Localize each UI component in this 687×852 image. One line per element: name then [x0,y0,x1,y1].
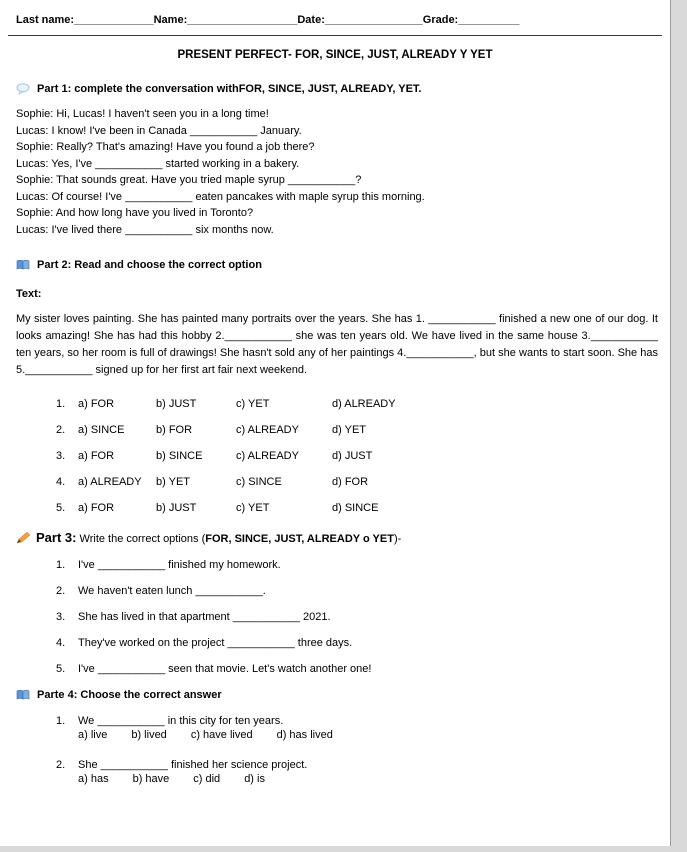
mcq-row [56,502,670,514]
item-number: 4. [56,637,66,649]
answer-option-a: a) has [78,773,109,785]
mcq-option-d: d) ALREADY [332,398,396,410]
field-blank: ________________ [324,14,423,26]
conversation-line: Lucas: Yes, I've ___________ started working in a bakery. [16,157,300,170]
item-text: I've ___________ seen that movie. Let's watch another one! [78,663,372,675]
part2-heading-text: Part 2: Read and choose the correct option [37,259,262,271]
conversation [16,106,654,238]
header-field-name [154,14,298,26]
mcq-option-b: b) JUST [156,398,197,410]
field-label: Name: [153,14,188,26]
field-label: Date: [297,14,325,26]
part3-heading [16,530,670,545]
fill-in-item [56,611,670,623]
open-book-icon [16,689,30,701]
part4-heading-text: Parte 4: Choose the correct answer [37,689,222,701]
mcq-row [56,476,670,488]
pencil-icon [16,531,31,544]
question-stem: She ___________ finished her science project. [78,759,308,771]
item-number: 1. [56,559,66,571]
field-label: Grade: [422,14,459,26]
page-title: PRESENT PERFECT- FOR, SINCE, JUST, ALREADY Y YET [177,49,493,61]
item-text: They've worked on the project ___________ three days. [78,637,353,649]
answer-option-b: b) have [132,773,170,785]
mcq-option-a: a) FOR [78,450,115,462]
item-number: 3. [56,611,66,623]
field-blank: _____________ [74,14,154,26]
item-text: She has lived in that apartment ___________ 2021. [78,611,331,623]
field-blank: __________ [458,14,520,26]
question-number: 1. [56,398,66,410]
answer-option-b: b) lived [131,729,167,741]
open-book-icon [16,259,30,271]
mcq-option-a: a) ALREADY [78,476,142,488]
part4-question [56,715,670,741]
mcq-option-a: a) FOR [78,502,115,514]
reading-paragraph: My sister loves painting. She has painted many portraits over the years. She has 1. ___________ finished a new one of our dog. It looks amazing! She has had this hobby 2.___________ she was ten years old. We have lived in the same house 3.___________ ten years, so her room is full of drawings! She hasn't sold any of her paintings 4.___________, but she wants to start soon. She has 5.___________ signed up for her first art fair next weekend. [16,313,658,376]
question-number: 2. [56,424,66,436]
header-field-date [297,14,422,26]
mcq-option-b: b) YET [156,476,191,488]
speech-bubble-icon [16,83,30,95]
header-fields [8,14,662,36]
fill-in-item [56,637,670,649]
part3-heading-tail: )- [393,533,402,545]
question-number: 1. [56,715,66,727]
answer-option-d: d) has lived [276,729,333,741]
part3-label: Part 3: [36,530,77,545]
mcq-option-b: b) FOR [156,424,193,436]
field-blank: __________________ [187,14,298,26]
item-number: 5. [56,663,66,675]
answer-option-a: a) live [78,729,108,741]
conversation-line: Lucas: I've lived there ___________ six months now. [16,223,274,236]
item-text: I've ___________ finished my homework. [78,559,281,571]
mcq-option-c: c) SINCE [236,476,282,488]
mcq-option-b: b) JUST [156,502,197,514]
part3-instruction: Write the correct options ( [76,533,206,545]
mcq-option-c: c) YET [236,502,270,514]
question-number: 4. [56,476,66,488]
conversation-line: Sophie: That sounds great. Have you tried maple syrup ___________? [16,174,362,186]
item-text: We haven't eaten lunch ___________. [78,585,266,597]
part3-heading-text [36,530,401,545]
header-field-lastname [16,14,154,26]
answer-options [78,773,670,785]
part4-heading [16,689,670,701]
mcq-option-c: c) ALREADY [236,424,299,436]
fill-in-item [56,585,670,597]
mcq-option-d: d) YET [332,424,367,436]
conversation-line: Lucas: Of course! I've ___________ eaten pancakes with maple syrup this morning. [16,190,425,203]
part3-options-list: FOR, SINCE, JUST, ALREADY o YET [205,533,394,545]
mcq-option-d: d) JUST [332,450,373,462]
text-label: Text: [16,288,42,300]
mcq-option-b: b) SINCE [156,450,203,462]
question-number: 2. [56,759,66,771]
mcq-option-a: a) SINCE [78,424,125,436]
mcq-option-c: c) YET [236,398,270,410]
question-number: 3. [56,450,66,462]
mcq-row [56,398,670,410]
mcq-option-c: c) ALREADY [236,450,299,462]
conversation-line: Sophie: And how long have you lived in Toronto? [16,207,254,219]
part3-items [56,559,670,675]
conversation-line: Lucas: I know! I've been in Canada ___________ January. [16,124,302,137]
field-label: Last name: [16,14,75,26]
part1-heading [16,83,670,95]
mcq-option-d: d) FOR [332,476,369,488]
part1-heading-text: Part 1: complete the conversation withFOR, SINCE, JUST, ALREADY, YET. [37,83,422,95]
item-number: 2. [56,585,66,597]
fill-in-item [56,559,670,571]
part2-questions [56,398,670,514]
fill-in-item [56,663,670,675]
answer-option-d: d) is [244,773,265,785]
conversation-line: Sophie: Hi, Lucas! I haven't seen you in a long time! [16,108,269,120]
mcq-row [56,424,670,436]
question-stem: We ___________ in this city for ten years. [78,715,284,727]
conversation-line: Sophie: Really? That's amazing! Have you found a job there? [16,141,315,153]
mcq-option-a: a) FOR [78,398,115,410]
mcq-row [56,450,670,462]
part4-question [56,759,670,785]
part2-heading [16,259,670,271]
header-field-grade [423,14,520,26]
mcq-option-d: d) SINCE [332,502,379,514]
answer-option-c: c) have lived [190,729,253,741]
answer-option-c: c) did [193,773,221,785]
question-number: 5. [56,502,66,514]
answer-options [78,729,670,741]
